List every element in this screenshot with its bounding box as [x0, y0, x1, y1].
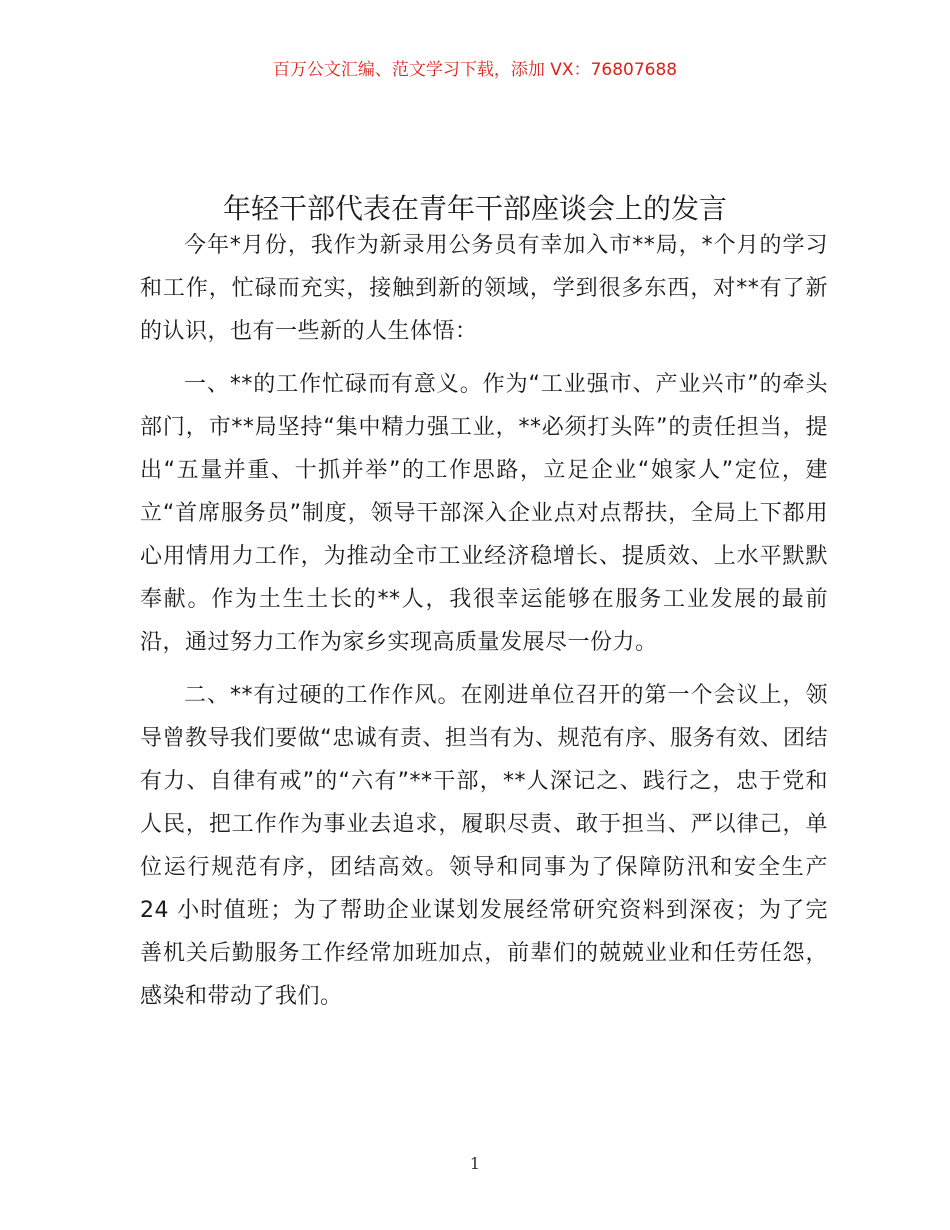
paragraph-section-1: 一、**的工作忙碌而有意义。作为“工业强市、产业兴市”的牵头部门，市**局坚持“集中精力强工业，**必须打头阵”的责任担当，提出“五量并重、十抓并举”的工作思路，立足企业“娘家人”定位，建立“首席服务员”制度，领导干部深入企业点对点帮扶，全局上下都用心用情用力工作，为推动全市工业经济稳增长、提质效、上水平默默奉献。作为土生土长的**人，我很幸运能够在服务工业发展的最前沿，通过努力工作为家乡实现高质量发展尽一份力。 [140, 372, 828, 655]
paragraph-intro: 今年*月份，我作为新录用公务员有幸加入市**局，*个月的学习和工作，忙碌而充实，接触到新的领域，学到很多东西，对**有了新的认识，也有一些新的人生体悟： [140, 233, 828, 344]
paragraph-section-2: 二、**有过硬的工作作风。在刚进单位召开的第一个会议上，领导曾教导我们要做“忠诚有责、担当有为、规范有序、服务有效、团结有力、自律有戒”的“六有”**干部，**人深记之、践行之，忠于党和人民，把工作作为事业去追求，履职尽责、敢于担当、严以律己，单位运行规范有序，团结高效。领导和同事为了保障防汛和安全生产 24 小时值班；为了帮助企业谋划发展经常研究资料到深夜；为了完善机关后勤服务工作经常加班加点，前辈们的兢兢业业和任劳任怨，感染和带动了我们。 [140, 683, 828, 1009]
page-number: 1 [469, 1154, 481, 1173]
document-title: 年轻干部代表在青年干部座谈会上的发言 [222, 191, 727, 225]
header-watermark: 百万公文汇编、范文学习下载，添加 VX：76807688 [272, 60, 678, 80]
document-body [140, 224, 828, 1028]
